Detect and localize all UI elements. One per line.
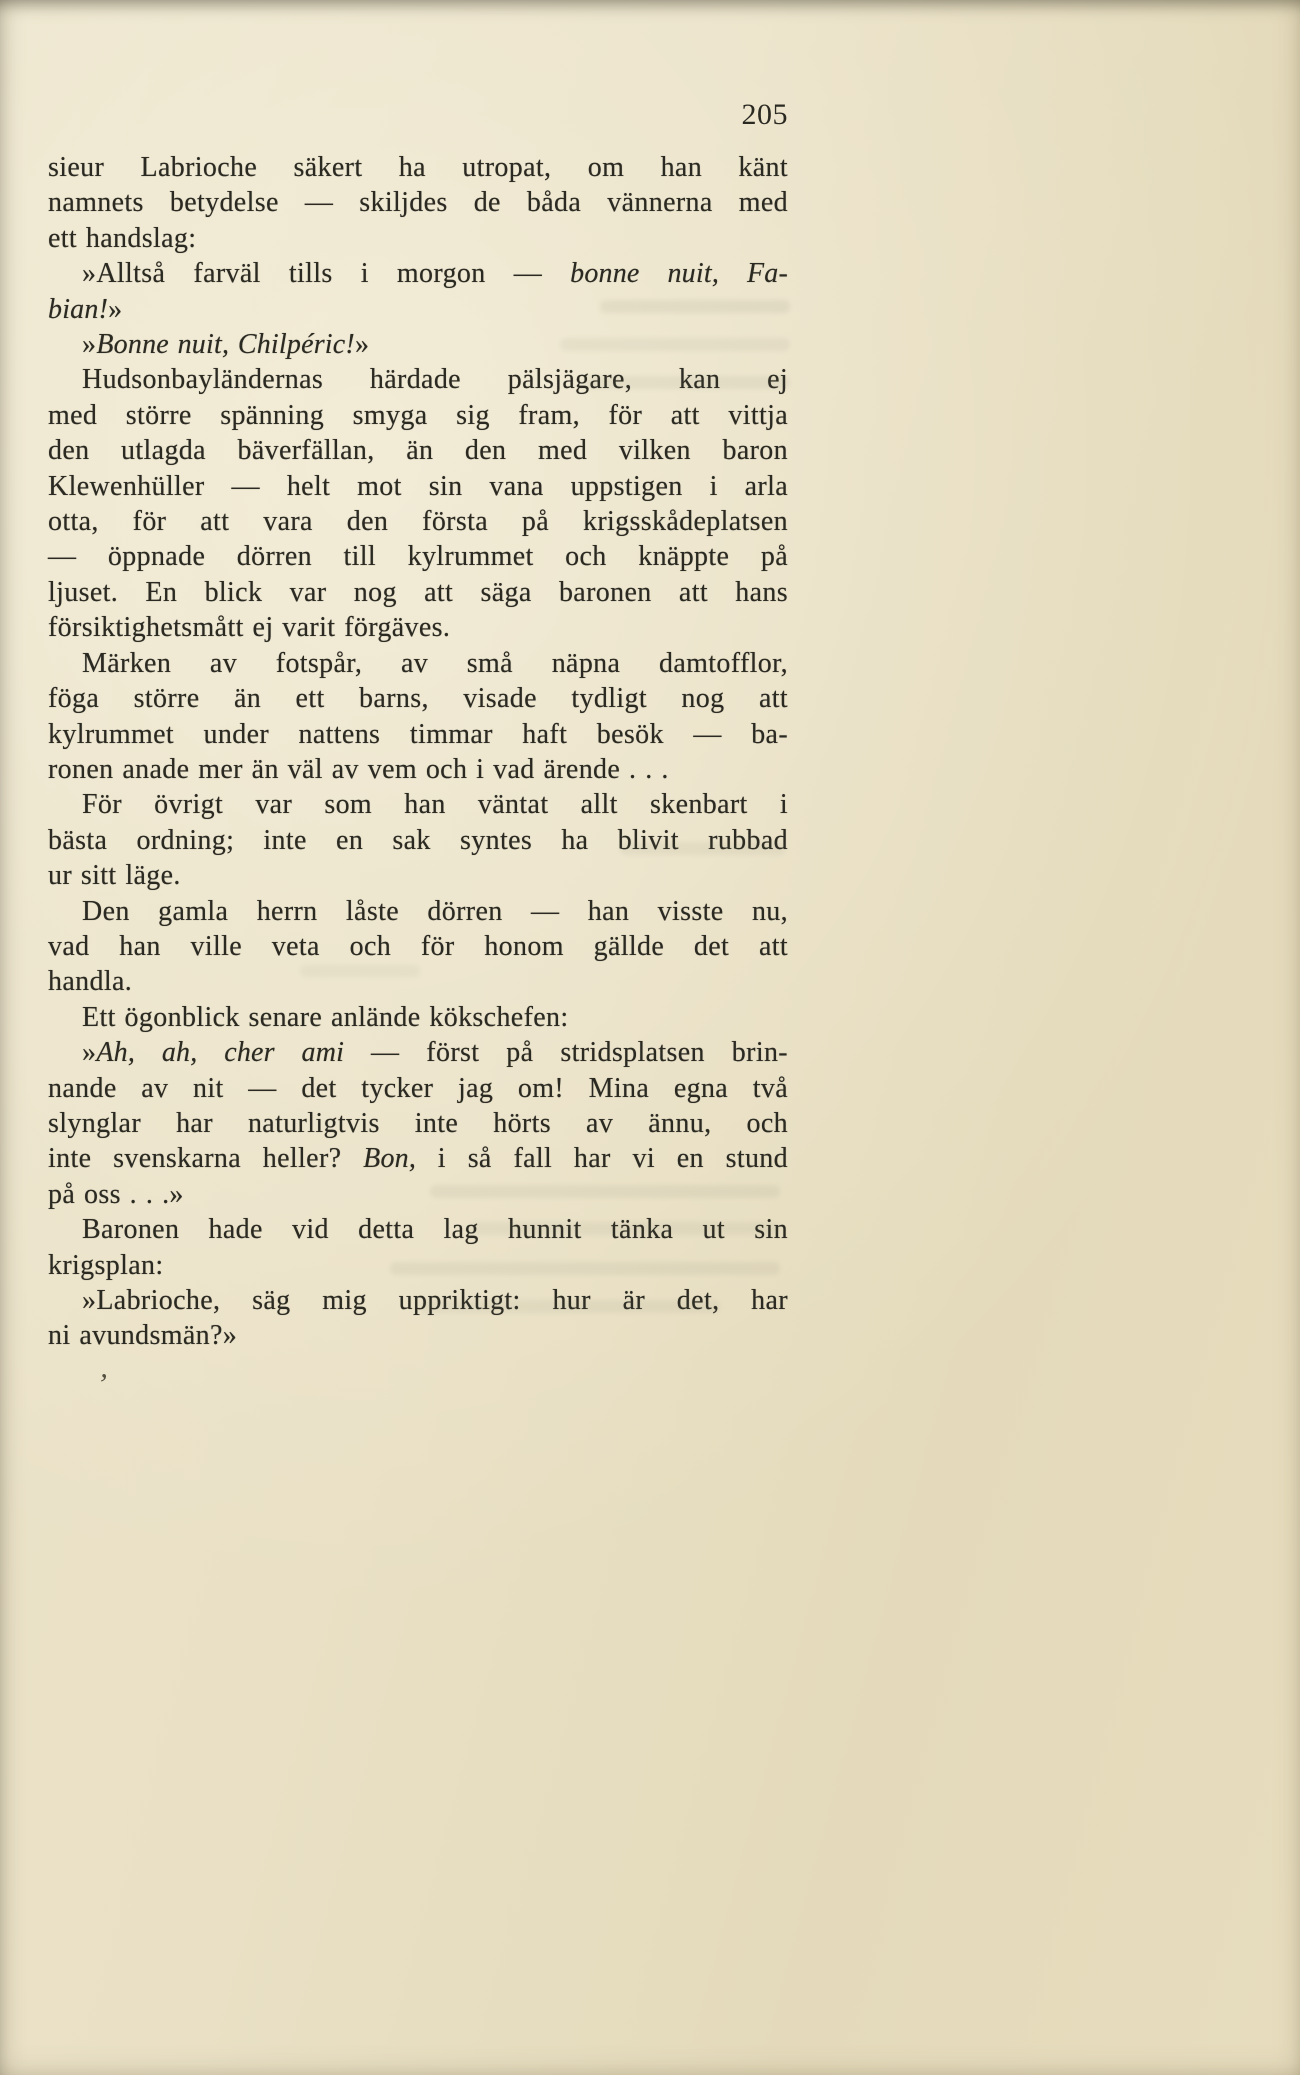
page-number: 205 (741, 98, 788, 131)
text-segment: i så fall har vi en stund (416, 1143, 789, 1175)
text-segment: För övrigt var som han väntat allt skenbart i (82, 789, 788, 821)
text-segment: vad han ville veta och för honom gällde det att (48, 930, 788, 962)
text-line (48, 185, 788, 220)
text-segment: otta, för att vara den första på krigsskådeplatsen (48, 506, 788, 538)
text-segment: ni avundsmän?» (48, 1320, 238, 1352)
italic-text-segment: Bon, (363, 1143, 417, 1175)
text-segment: slynglar har naturligtvis inte hörts av ännu, och (48, 1107, 788, 1139)
text-segment: krigsplan: (48, 1249, 164, 1281)
text-line (48, 1000, 788, 1035)
text-line (48, 539, 788, 574)
text-segment: ljuset. En blick var nog att säga baronen att hans (48, 576, 788, 608)
text-segment: Hudsonbayländernas härdade pälsjägare, kan ej (82, 364, 788, 396)
text-line (48, 681, 788, 716)
text-segment: Den gamla herrn låste dörren — han visste nu, (82, 895, 788, 927)
text-segment: ronen anade mer än väl av vem och i vad ärende . . . (48, 753, 669, 785)
italic-text-segment: Bonne nuit, Chilpéric! (96, 329, 355, 361)
text-line (48, 787, 788, 822)
text-segment: namnets betydelse — skiljdes de båda vännerna med (48, 187, 788, 219)
italic-text-segment: bonne nuit, Fa- (570, 258, 788, 290)
text-segment: ett handslag: (48, 222, 197, 254)
paragraph (48, 150, 788, 256)
text-line (48, 433, 788, 468)
text-line (48, 858, 788, 893)
text-line (48, 717, 788, 752)
text-segment: kylrummet under nattens timmar haft besök — ba- (48, 718, 788, 750)
text-line (48, 292, 788, 327)
text-line (48, 327, 788, 362)
paragraph (48, 1212, 788, 1283)
text-line (48, 894, 788, 929)
text-segment: » (82, 1037, 97, 1069)
paragraph (48, 787, 788, 893)
paragraph (48, 327, 788, 362)
text-segment: sieur Labrioche säkert ha utropat, om han känt (48, 152, 788, 183)
text-segment: »Labrioche, säg mig uppriktigt: hur är det, har (82, 1285, 788, 1316)
text-segment: » (108, 293, 123, 325)
text-segment: — öppnade dörren till kylrummet och knäppte på (48, 541, 788, 573)
text-line (48, 1318, 788, 1353)
paragraph (48, 1000, 788, 1035)
text-line (48, 1248, 788, 1283)
text-segment: Märken av fotspår, av små näpna damtofflor, (82, 647, 788, 679)
text-block (48, 150, 788, 1354)
italic-text-segment: Ah, ah, cher ami (96, 1037, 345, 1069)
text-line (48, 362, 788, 397)
text-line (48, 752, 788, 787)
text-segment: försiktighetsmått ej varit förgäves. (48, 612, 451, 644)
paragraph (48, 894, 788, 1000)
text-segment: bästa ordning; inte en sak syntes ha blivit rubbad (48, 824, 788, 856)
text-line (48, 1071, 788, 1106)
text-segment: » (82, 329, 97, 361)
text-line (48, 610, 788, 645)
text-line (48, 1141, 788, 1176)
text-segment: med större spänning smyga sig fram, för att vittja (48, 399, 788, 431)
text-line (48, 964, 788, 999)
paragraph (48, 646, 788, 788)
stray-ink-mark: ’ (96, 1367, 110, 1402)
text-segment: ur sitt läge. (48, 860, 181, 892)
text-line (48, 1035, 788, 1070)
text-segment: Ett ögonblick senare anlände kökschefen: (82, 1001, 569, 1033)
text-segment: den utlagda bäverfällan, än den med vilken baron (48, 435, 788, 467)
text-segment: handla. (48, 966, 133, 998)
text-segment: nande av nit — det tycker jag om! Mina egna två (48, 1072, 788, 1104)
text-line (48, 469, 788, 504)
text-segment: »Alltså farväl tills i morgon — (82, 258, 571, 290)
text-line (48, 1177, 788, 1212)
text-segment: — först på stridsplatsen brin- (344, 1037, 788, 1069)
text-line (48, 504, 788, 539)
text-line (48, 1212, 788, 1247)
text-line (48, 929, 788, 964)
text-line (48, 398, 788, 433)
paragraph (48, 256, 788, 327)
text-line (48, 575, 788, 610)
text-segment: Klewenhüller — helt mot sin vana uppstigen i arla (48, 470, 788, 502)
paragraph (48, 362, 788, 645)
text-line (48, 1106, 788, 1141)
text-line (48, 256, 788, 291)
text-segment: » (354, 329, 370, 361)
text-line (48, 823, 788, 858)
text-segment: på oss . . .» (48, 1178, 184, 1210)
text-segment: föga större än ett barns, visade tydligt nog att (48, 683, 788, 715)
text-line (48, 646, 788, 681)
text-line (48, 1283, 788, 1318)
text-line (48, 150, 788, 185)
text-segment: inte svenskarna heller? (48, 1143, 364, 1175)
text-line (48, 221, 788, 256)
paragraph (48, 1035, 788, 1212)
italic-text-segment: bian! (48, 293, 109, 325)
text-segment: Baronen hade vid detta lag hunnit tänka ut sin (82, 1214, 788, 1246)
paragraph (48, 1283, 788, 1354)
